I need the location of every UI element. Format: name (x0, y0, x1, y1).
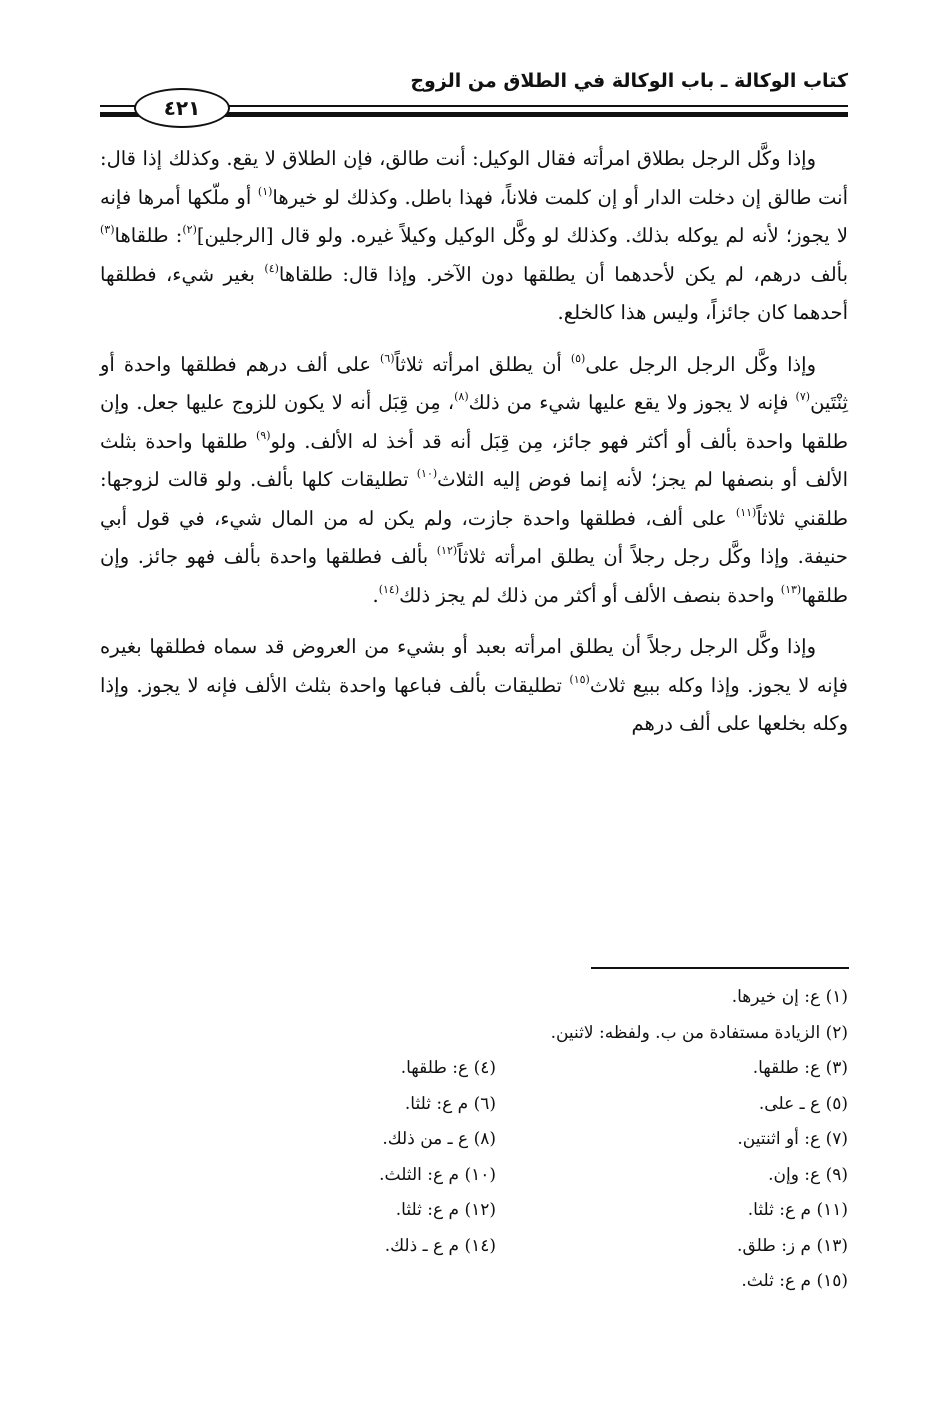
footnote-ref: (١٤) (378, 582, 400, 596)
footnote-ref: (١٢) (436, 544, 458, 557)
footnote-ref: (٧) (795, 390, 811, 403)
paragraph-3: وإذا وكَّل الرجل رجلاً أن يطلق امرأته بعبد أو بشيء من العروض قد سماه فطلقها بغيره فإنه لا يجوز. وإذا وكله ببيع ثلاث$^{(١٥)}$ تطليقات بألف فباعها واحدة بثلث الألف فإنه لا يجوز. وإذا وكله بخلعها على ألف درهم (100, 635, 848, 735)
footnote-13: (١٣) م ز: طلق. (737, 1235, 848, 1256)
footnote-15: (١٥) م ع: ثلث. (741, 1271, 848, 1291)
footnote-separator (591, 967, 849, 969)
footnote-ref: (١٠) (416, 467, 438, 480)
footnote-ref: (١١) (735, 505, 757, 519)
footnote-10: (١٠) م ع: الثلث. (379, 1164, 496, 1185)
footnote-3: (٣) ع: طلقها. (752, 1058, 848, 1078)
footnote-ref: (٩) (255, 428, 271, 442)
paragraph-1: وإذا وكَّل الرجل بطلاق امرأته فقال الوكيل: أنت طالق، فإن الطلاق لا يقع. وكذلك إذا قال: أنت طالق إن دخلت الدار أو إن كلمت فلاناً، فهذا باطل. وكذلك لو خيرها$^{(١)}$ أو ملّكها أمرها فإنه لا يجوز؛ لأنه لم يوكله بذلك. وكذلك لو وكَّل الوكيل وكيلاً غيره. ولو قال [الرجلين]$^{(٢)}$: طلقاها$^{(٣)}$ بألف درهم، لم يكن لأحدهما أن يطلقها دون الآخر. وإذا قال: طلقاها$^{(٤)}$ بغير شيء، فطلقها أحدهما كان جائزاً، وليس هذا كالخلع. (100, 147, 849, 324)
footnote-ref: (٦) (380, 351, 395, 365)
footnote-ref: (٢) (182, 223, 197, 236)
footnote-ref: (١٥) (569, 672, 590, 686)
paragraph-2: وإذا وكَّل الرجل الرجل على$^{(٥)}$ أن يطلق امرأته ثلاثاً$^{(٦)}$ على ألف درهم فطلقها واحدة أو ثِنْتَين$^{(٧)}$ فإنه لا يجوز ولا يقع عليها شيء من ذلك$^{(٨)}$، مِن قِبَل أنه لا يكون للزوج عليها جعل. وإن طلقها واحدة بألف أو أكثر فهو جائز، مِن قِبَل أنه قد أخذ له الألف. ولو$^{(٩)}$ طلقها واحدة بثلث الألف أو بنصفها لم يجز؛ لأنه إنما فوض إليه الثلاث$^{(١٠)}$ تطليقات كلها بألف. ولو قالت لزوجها: طلقني ثلاثاً$^{(١١)}$ على ألف، فطلقها واحدة جازت، ولم يكن له من المال شيء، في قول أبي حنيفة. وإذا وكَّل رجل رجلاً أن يطلق امرأته ثلاثاً$^{(١٢)}$ بألف فطلقها واحدة بألف فهو جائز. وإن طلقها$^{(١٣)}$ واحدة بنصف الألف أو أكثر من ذلك لم يجز ذلك$^{(١٤)}$. (100, 351, 848, 607)
footnote-ref: (٣) (100, 223, 115, 236)
footnotes (260, 980, 848, 1300)
footnote-ref: (١) (257, 184, 273, 198)
footnote-4: (٤) ع: طلقها. (400, 1058, 496, 1078)
footnote-grid (260, 1051, 848, 1300)
footnote-1: (١) ع: إن خيرها. (731, 987, 848, 1007)
running-header: كتاب الوكالة ـ باب الوكالة في الطلاق من الزوج (410, 70, 848, 92)
footnote-7: (٧) ع: أو اثنتين. (737, 1129, 848, 1149)
footnote-12: (١٢) م ع: ثلثا. (395, 1200, 496, 1220)
footnote-8: (٨) ع ـ من ذلك. (382, 1129, 496, 1149)
footnote-6: (٦) م ع: ثلثا. (404, 1093, 496, 1114)
footnote-5: (٥) ع ـ على. (758, 1093, 848, 1114)
footnote-14: (١٤) م ع ـ ذلك. (384, 1235, 496, 1256)
page-number: ٤٢١ (134, 88, 230, 128)
footnote-2: (٢) الزيادة مستفادة من ب. ولفظه: لاثنين. (550, 1022, 848, 1043)
footnote-ref: (٤) (264, 261, 279, 275)
main-text (100, 140, 848, 744)
footnote-9: (٩) ع: وإن. (768, 1164, 848, 1185)
footnote-ref: (٨) (454, 390, 469, 403)
footnote-ref: (٥) (570, 351, 586, 365)
footnote-ref: (١٣) (780, 582, 802, 596)
footnote-11: (١١) م ع: ثلثا. (747, 1200, 848, 1220)
